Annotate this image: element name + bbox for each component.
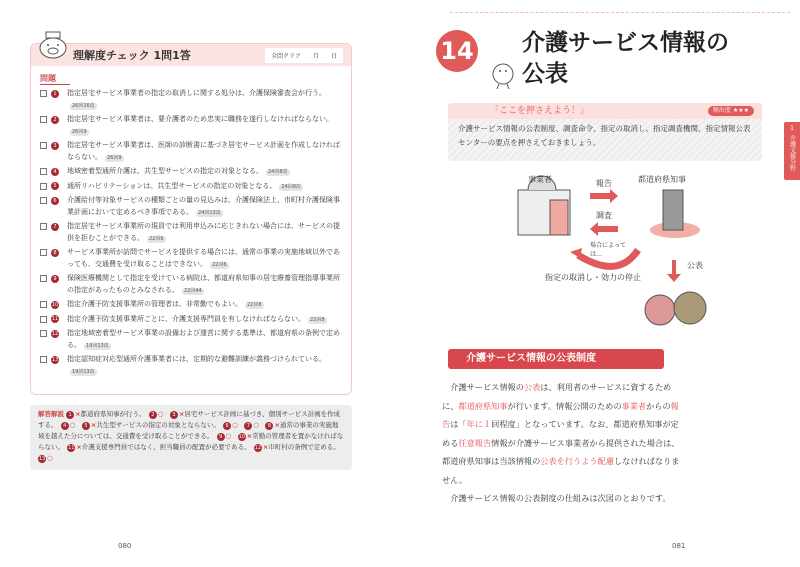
question-checkbox[interactable] bbox=[40, 275, 47, 282]
question-checkbox[interactable] bbox=[40, 301, 47, 308]
highlighted-term: 任意報告 bbox=[458, 437, 492, 448]
question-number: 4 bbox=[51, 168, 59, 176]
all-clear-label: 全問クリア bbox=[271, 53, 302, 60]
body-paragraph bbox=[442, 489, 684, 508]
question-checkbox[interactable] bbox=[40, 356, 47, 363]
question-checkbox[interactable] bbox=[40, 168, 47, 175]
question-number: 11 bbox=[51, 316, 59, 322]
question-item bbox=[40, 166, 341, 178]
question-number: 13 bbox=[51, 356, 59, 363]
question-checkbox[interactable] bbox=[40, 142, 47, 149]
answer-number: 6 bbox=[223, 422, 231, 430]
section-heading: 介護サービス情報の公表制度 bbox=[448, 349, 664, 369]
question-number: 6 bbox=[51, 197, 59, 205]
body-segment: は、利用者のサービスに資するために、 bbox=[442, 382, 672, 411]
body-segment: 介護サービス情報の bbox=[450, 382, 524, 392]
frequency-label: 頻出度 bbox=[712, 107, 731, 114]
question-number: 3 bbox=[51, 142, 59, 150]
question-body: 指定居宅サービス事業者は、要介護者のため忠実に職務を遂行しなければならない。 bbox=[67, 115, 333, 123]
exam-reference-tag: 26回16改 bbox=[72, 102, 95, 109]
answer-item bbox=[244, 421, 265, 429]
body-segment: が行います。情報公開のための bbox=[507, 400, 622, 411]
answer-mark: ○ bbox=[253, 421, 259, 429]
highlighted-term: 公表を行うよう配慮 bbox=[540, 456, 614, 466]
exam-reference-tag: 22回44 bbox=[183, 287, 202, 294]
question-number: 7 bbox=[51, 223, 59, 231]
question-number: 9 bbox=[51, 275, 59, 283]
frequency-badge bbox=[708, 106, 754, 116]
question-text bbox=[67, 221, 341, 244]
question-item bbox=[40, 88, 341, 111]
answer-number: 1 bbox=[66, 411, 74, 419]
highlighted-term: 報告 bbox=[442, 400, 679, 429]
highlighted-term: 都道府県知事 bbox=[458, 400, 508, 411]
question-text bbox=[67, 88, 341, 111]
question-text bbox=[67, 181, 303, 193]
answer-mark: ○ bbox=[232, 421, 238, 429]
body-text bbox=[442, 378, 684, 508]
answer-number: 7 bbox=[244, 422, 252, 430]
answer-item bbox=[38, 454, 59, 462]
answer-mark: ○ bbox=[69, 421, 76, 429]
answer-box bbox=[30, 405, 352, 470]
question-body: 指定地域密着型サービス事業の設備および運営に関する基準は、都道府県の条例で定める。 bbox=[67, 329, 340, 349]
answer-text: 居宅サービス計画に基づき、個別サービス計画を作成する。 bbox=[38, 410, 341, 429]
right-page bbox=[400, 0, 800, 567]
question-text bbox=[67, 299, 264, 311]
question-body: 指定介護予防支援事業所ごとに、介護支援専門員を有しなければならない。 bbox=[67, 314, 305, 323]
exam-reference-tag: 26回9 bbox=[107, 154, 122, 161]
question-list bbox=[31, 88, 351, 377]
highlighted-term: 年に１ bbox=[466, 419, 492, 429]
question-item bbox=[40, 195, 341, 218]
question-text bbox=[67, 114, 341, 137]
revocation-label: 指定の取消し・効力の停止 bbox=[545, 273, 641, 282]
question-item bbox=[40, 181, 341, 193]
operator-label: 事業者 bbox=[528, 175, 552, 184]
exam-reference-tag: 22回8 bbox=[247, 302, 262, 308]
answer-number: 3 bbox=[170, 411, 178, 419]
key-points-box bbox=[448, 103, 762, 161]
answer-number: 2 bbox=[149, 411, 157, 419]
question-item bbox=[40, 354, 341, 377]
answer-number: 13 bbox=[38, 456, 46, 462]
body-segment: は「 bbox=[450, 419, 467, 429]
key-points-text: 介護サービス情報の公表制度、調査命令、指定の取消し、指定調査機関、指定情報公表センターの要点を押さえておきましょう。 bbox=[458, 124, 751, 147]
quiz-box bbox=[30, 43, 352, 395]
highlighted-term: 事業者 bbox=[621, 400, 647, 411]
page-number: 081 bbox=[672, 542, 686, 550]
question-body: 指定居宅サービス事業者の指定の取消しに関する処分は、介護保険審査会が行う。 bbox=[67, 89, 326, 97]
answer-number: 4 bbox=[61, 422, 69, 430]
answer-item bbox=[223, 421, 244, 429]
question-body: 介護給付等対象サービスの種類ごとの量の見込みは、介護保険法上、市町村介護保険事業計画において定めるべき事項である。 bbox=[67, 196, 340, 216]
exam-reference-tag: 19回13改 bbox=[72, 368, 95, 375]
answer-mark: × bbox=[75, 410, 81, 418]
question-item bbox=[40, 273, 341, 296]
month-label: 月 bbox=[312, 53, 319, 60]
star-rating-icon: ★★★ bbox=[732, 107, 749, 114]
body-paragraph bbox=[442, 378, 684, 489]
key-points-heading: 「ここを押さえよう！」 bbox=[490, 106, 590, 116]
answer-item bbox=[67, 443, 254, 451]
answer-number: 8 bbox=[265, 422, 273, 430]
exam-reference-tag: 24回8改 bbox=[268, 169, 288, 175]
question-item bbox=[40, 314, 341, 326]
question-number: 2 bbox=[51, 116, 59, 124]
question-checkbox[interactable] bbox=[40, 183, 47, 190]
exam-reference-tag: 19回13改 bbox=[86, 342, 109, 349]
question-text bbox=[67, 328, 341, 351]
question-body: 通所リハビリテーションは、共生型サービスの指定の対象となる。 bbox=[67, 181, 277, 190]
body-segment: しなければなりません。 bbox=[442, 456, 680, 485]
answer-mark: × bbox=[274, 421, 280, 429]
side-tab[interactable] bbox=[784, 122, 800, 180]
answer-item bbox=[217, 432, 238, 440]
answer-mark: ○ bbox=[47, 454, 53, 462]
answer-mark: ○ bbox=[225, 432, 232, 440]
answer-text: 通常の事業の実施地域を越えた分については、交通費を受け取ることができる。 bbox=[38, 421, 339, 440]
question-body: 指定介護予防支援事業所の管理者は、非常勤でもよい。 bbox=[67, 300, 242, 308]
divider bbox=[450, 12, 790, 13]
question-text bbox=[67, 140, 341, 163]
answer-text: 介護支援専門員ではなく、担当職員の配置が必要である。 bbox=[81, 443, 248, 451]
question-number: 5 bbox=[51, 182, 59, 190]
exam-reference-tag: 24回8改 bbox=[281, 183, 301, 190]
answer-number: 12 bbox=[254, 445, 262, 451]
answer-item bbox=[149, 410, 170, 418]
answer-text: 常勤の管理者を置かなければならない。 bbox=[38, 432, 344, 451]
answer-text: 都道府県知事が行う。 bbox=[80, 410, 143, 418]
exam-reference-tag: 22回6 bbox=[212, 261, 227, 268]
side-tab-number: 1 bbox=[790, 125, 794, 132]
exam-reference-tag: 22回6 bbox=[149, 235, 164, 242]
question-body: 保険医療機関として指定を受けている病院は、都道府県知事の居宅療養管理指導事業所の指定があったものとみなされる。 bbox=[67, 274, 340, 294]
question-checkbox[interactable] bbox=[40, 330, 47, 337]
question-body: 地域密着型通所介護は、共生型サービスの指定の対象となる。 bbox=[67, 167, 263, 175]
question-item bbox=[40, 247, 341, 270]
exam-reference-tag: 22回8 bbox=[310, 316, 325, 323]
questions-label: 問題 bbox=[40, 73, 70, 85]
chapter-number: 14 bbox=[436, 30, 478, 72]
key-points-header bbox=[448, 103, 762, 119]
question-text bbox=[67, 273, 341, 296]
question-item bbox=[40, 114, 341, 137]
question-body: 指定居宅サービス事業所の現員では利用申込みに応じきれない場合には、サービスの提供を拒むことができる。 bbox=[67, 222, 340, 242]
exam-reference-tag: 26回9 bbox=[72, 128, 87, 135]
investigation-label: 調査 bbox=[596, 211, 612, 220]
answer-item bbox=[66, 410, 149, 418]
question-checkbox[interactable] bbox=[40, 223, 47, 230]
answer-item bbox=[61, 421, 82, 429]
question-text bbox=[67, 195, 341, 218]
question-checkbox[interactable] bbox=[40, 116, 47, 123]
governor-label: 都道府県知事 bbox=[638, 175, 686, 184]
body-segment: からの bbox=[646, 400, 671, 411]
body-segment: 回程度」となっています。なお、都道府県知事が定める bbox=[442, 419, 679, 448]
question-checkbox[interactable] bbox=[40, 316, 47, 323]
question-number: 1 bbox=[51, 90, 59, 98]
question-checkbox[interactable] bbox=[40, 249, 47, 256]
question-text bbox=[67, 354, 341, 377]
quiz-header bbox=[31, 44, 351, 66]
question-item bbox=[40, 140, 341, 163]
answer-number: 11 bbox=[68, 445, 75, 451]
side-tab-label: 介護支援分野 bbox=[788, 135, 796, 171]
answer-label: 解答解説 bbox=[38, 410, 64, 418]
pig-mascot-icon bbox=[37, 30, 69, 60]
answer-text: 市町村の条例で定める。 bbox=[268, 443, 337, 451]
answer-number: 9 bbox=[217, 433, 225, 441]
question-number: 12 bbox=[51, 330, 59, 337]
publication-label: 公表 bbox=[687, 261, 703, 270]
answer-mark: × bbox=[178, 410, 185, 418]
answer-item bbox=[82, 421, 223, 429]
answer-number: 5 bbox=[82, 422, 90, 430]
question-text bbox=[67, 166, 290, 178]
question-body: 指定認知症対応型通所介護事業者には、定期的な避難訓練が義務づけられている。 bbox=[67, 355, 326, 363]
body-segment: 情報が介護サービス事業者から提供された場合は、都道府県知事は当該情報の bbox=[442, 437, 680, 466]
page-number: 080 bbox=[118, 542, 132, 550]
highlighted-term: 公表 bbox=[523, 382, 541, 392]
quiz-title: 理解度チェック 1問1答 bbox=[73, 49, 191, 62]
in-some-cases-label: 場合によっては… bbox=[590, 242, 627, 258]
report-label: 報告 bbox=[596, 179, 612, 188]
illustration-diagram bbox=[490, 160, 720, 340]
answer-number: 10 bbox=[238, 434, 245, 440]
answer-mark: × bbox=[76, 443, 82, 451]
question-item bbox=[40, 328, 341, 351]
title-line-2: 公表 bbox=[522, 61, 568, 87]
answer-mark: × bbox=[90, 421, 97, 429]
answer-text: 共生型サービスの指定の対象とならない。 bbox=[96, 421, 217, 429]
question-checkbox[interactable] bbox=[40, 197, 47, 204]
answer-mark: × bbox=[246, 432, 253, 440]
question-text bbox=[67, 314, 327, 326]
exam-reference-tag: 24回13改 bbox=[198, 209, 221, 216]
question-number: 10 bbox=[51, 301, 59, 308]
answer-item bbox=[254, 443, 343, 451]
day-label: 日 bbox=[330, 53, 337, 60]
question-number: 8 bbox=[51, 249, 59, 257]
all-clear-field bbox=[265, 48, 343, 63]
question-body: 指定居宅サービス事業者は、医師の診断書に基づき居宅サービス計画を作成しなければならない。 bbox=[67, 141, 340, 161]
title-line-1: 介護サービス情報の bbox=[522, 30, 729, 56]
question-item bbox=[40, 299, 341, 311]
body-segment: 介護サービス情報の公表制度の仕組みは次図のとおりです。 bbox=[450, 493, 671, 503]
chick-icon bbox=[488, 58, 518, 90]
question-item bbox=[40, 221, 341, 244]
answer-mark: × bbox=[262, 443, 269, 451]
question-checkbox[interactable] bbox=[40, 90, 47, 97]
page-title bbox=[522, 28, 729, 90]
answer-mark: ○ bbox=[157, 410, 164, 418]
question-text bbox=[67, 247, 341, 270]
question-body: サービス事業所が訪問でサービスを提供する場合には、通常の事業の実施地域以外であっても、交通費を受け取ることはできない。 bbox=[67, 248, 340, 268]
